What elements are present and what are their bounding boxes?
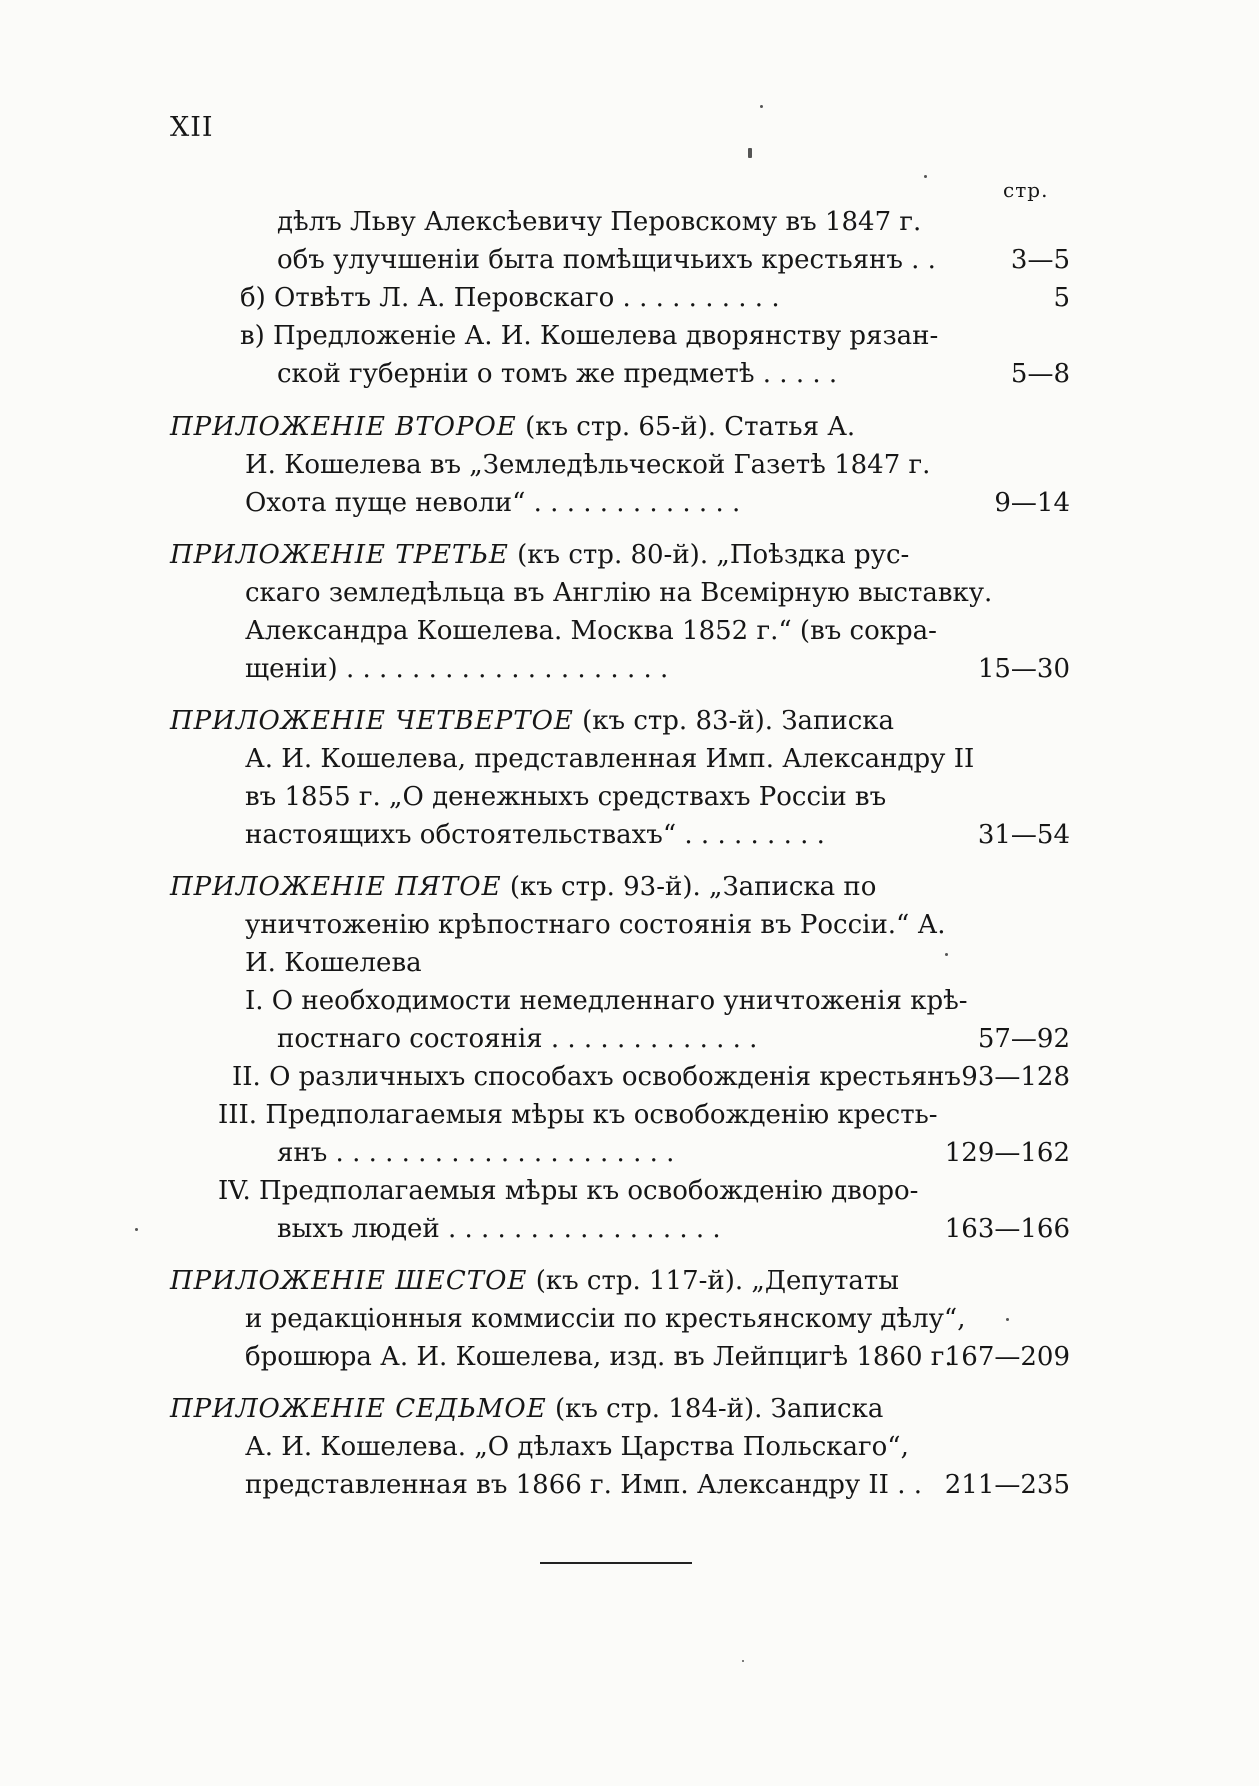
page-number: XII [170,112,214,143]
entry-line: выхъ людей . . . . . . . . . . . . . . . . . [277,1214,721,1244]
scan-speck [924,175,927,178]
entry-line: дѣлъ Льву Алексѣевичу Перовскому въ 1847 г. [277,207,922,237]
page-range: 57—92 [977,1024,1070,1054]
entry-line: А. И. Кошелева. „О дѣлахъ Царства Польскаго“, [245,1432,909,1462]
scan-speck [1006,1318,1009,1321]
entry-line: скаго земледѣльца въ Англію на Всемірную выставку. [245,578,993,608]
closing-rule [540,1562,692,1564]
entry-line: уничтоженію крѣпостнаго состоянія въ Россіи.“ А. [245,910,946,940]
appendix-heading: ПРИЛОЖЕНІЕ СЕДЬМОЕ [170,1394,547,1424]
page-range: 3—5 [1010,245,1070,275]
appendix-heading: ПРИЛОЖЕНІЕ ПЯТОЕ [170,872,502,902]
entry-first-line [170,538,909,572]
appendix-heading: ПРИЛОЖЕНІЕ ВТОРОЕ [170,412,517,442]
entry-line: в) Предложеніе А. И. Кошелева дворянству рязан- [240,321,939,351]
scan-speck [742,1660,744,1662]
scan-speck [748,148,752,158]
page-range: 15—30 [977,654,1070,684]
entry-line: (къ стр. 65-й). Статья А. [525,412,856,442]
entry-line: брошюра А. И. Кошелева, изд. въ Лейпцигѣ 1860 г. [245,1342,953,1372]
entry-first-line [170,870,876,904]
page-range: 5 [1053,283,1070,313]
entry-line: (къ стр. 117-й). „Депутаты [535,1266,900,1296]
page-range: 9—14 [994,488,1070,518]
scan-speck [760,105,763,108]
page-range: 31—54 [977,820,1070,850]
page-range: 211—235 [944,1470,1070,1500]
scan-speck [135,1228,138,1231]
entry-line: (къ стр. 80-й). „Поѣздка рус- [517,540,910,570]
entry-line: щеніи) . . . . . . . . . . . . . . . . . . . . [245,654,669,684]
entry-line: (къ стр. 184-й). Записка [554,1394,884,1424]
entry-line: Охота пуще неволи“ . . . . . . . . . . . . . [245,488,741,518]
entry-first-line [170,1264,899,1298]
entry-line: настоящихъ обстоятельствахъ“ . . . . . . . . . [245,820,825,850]
entry-line: I. О необходимости немедленнаго уничтоженія крѣ- [245,986,968,1016]
entry-line: представленная въ 1866 г. Имп. Александру II . . [245,1470,923,1500]
appendix-heading: ПРИЛОЖЕНІЕ ТРЕТЬЕ [170,540,509,570]
entry-line: постнаго состоянія . . . . . . . . . . . . . [277,1024,758,1054]
page-range: 5—8 [1010,359,1070,389]
entry-first-line [170,704,894,738]
appendix-heading: ПРИЛОЖЕНІЕ ЧЕТВЕРТОЕ [170,706,574,736]
entry-line: И. Кошелева [245,948,422,978]
entry-line: ской губерніи о томъ же предметѣ . . . . . [277,359,838,389]
entry-line: Александра Кошелева. Москва 1852 г.“ (въ сокра- [245,616,937,646]
appendix-heading: ПРИЛОЖЕНІЕ ШЕСТОЕ [170,1266,528,1296]
page-range: 163—166 [944,1214,1070,1244]
page-column-label: стр. [1003,178,1049,202]
scan-speck [945,953,948,956]
entry-line: и редакціонныя коммиссіи по крестьянскому дѣлу“, [245,1304,966,1334]
entry-line: янъ . . . . . . . . . . . . . . . . . . . . . [277,1138,675,1168]
entry-first-line [170,410,855,444]
entry-line: И. Кошелева въ „Земледѣльческой Газетѣ 1847 г. [245,450,931,480]
entry-line: въ 1855 г. „О денежныхъ средствахъ Россіи въ [245,782,887,812]
entry-line: объ улучшеніи быта помѣщичьихъ крестьянъ . . [277,245,936,275]
entry-line: б) Отвѣтъ Л. А. Перовскаго . . . . . . . . . . [240,283,780,313]
entry-line: III. Предполагаемыя мѣры къ освобожденію кресть- [218,1100,938,1130]
page-range: 167—209 [944,1342,1070,1372]
entry-line: (къ стр. 93-й). „Записка по [509,872,877,902]
entry-line: IV. Предполагаемыя мѣры къ освобожденію дворо- [218,1176,919,1206]
page-range: 93—128 [961,1062,1070,1092]
entry-line: II. О различныхъ способахъ освобожденія крестьянъ [232,1062,961,1092]
entry-first-line [170,1392,883,1426]
entry-line: А. И. Кошелева, представленная Имп. Александру II [245,744,975,774]
entry-line: (къ стр. 83-й). Записка [582,706,895,736]
page-range: 129—162 [944,1138,1070,1168]
